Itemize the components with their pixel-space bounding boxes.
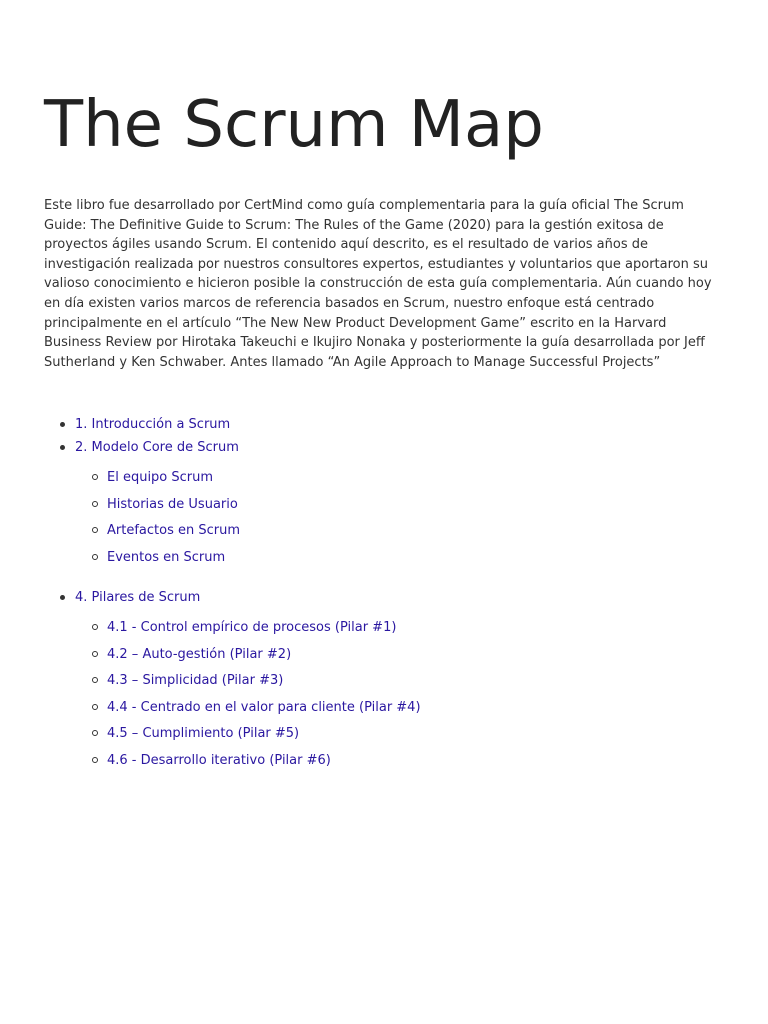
- bullet-icon: [60, 422, 65, 427]
- toc-subitem-pilar-2: [90, 642, 708, 669]
- toc-subitem-equipo: [90, 465, 708, 492]
- circle-bullet-icon: [92, 527, 98, 533]
- circle-bullet-icon: [92, 474, 98, 480]
- circle-bullet-icon: [92, 651, 98, 657]
- toc-link-pilar-2[interactable]: 4.2 – Auto-gestión (Pilar #2): [107, 646, 292, 662]
- toc-subitem-pilar-6: [90, 748, 708, 775]
- toc-link-eventos[interactable]: Eventos en Scrum: [107, 549, 226, 565]
- circle-bullet-icon: [92, 501, 98, 507]
- page-title: The Scrum Map: [44, 88, 544, 162]
- toc-subitem-eventos: [90, 545, 708, 572]
- toc-link-pilares[interactable]: 4. Pilares de Scrum: [75, 590, 201, 605]
- toc-link-historias-usuario[interactable]: Historias de Usuario: [107, 496, 238, 512]
- circle-bullet-icon: [92, 677, 98, 683]
- circle-bullet-icon: [92, 624, 98, 630]
- intro-paragraph: Este libro fue desarrollado por CertMind como guía complementaria para la guía oficial The Scrum Guide: The Definitive Guide to Scrum: The Rules of the Game (2020) para la gestión exitosa de proyectos ágiles usando Scrum. El contenido aquí descrito, es el resultado de varios años de investigación realizada por nuestros consultores expertos, estudiantes y voluntarios que aportaron su valioso conocimiento e hicieron posible la construcción de esta guía complementaria. Aún cuando hoy en día existen varios marcos de referencia basados en Scrum, nuestro enfoque está centrado principalmente en el artículo “The New New Product Development Game” escrito en la Harvard Business Review por Hirotaka Takeuchi e Ikujiro Nonaka y posteriormente la guía desarrollada por Jeff Sutherland y Ken Schwaber. Antes llamado “An Agile Approach to Manage Successful Projects”: [44, 198, 712, 370]
- modelo-core-sublist: [90, 465, 708, 571]
- toc-subitem-historias: [90, 492, 708, 519]
- pilares-sublist: [90, 615, 708, 774]
- toc-link-artefactos[interactable]: Artefactos en Scrum: [107, 523, 240, 538]
- toc-subitem-pilar-5: [90, 721, 708, 748]
- toc-subitem-pilar-1: [90, 615, 708, 642]
- toc-item-modelo-core: [58, 436, 708, 571]
- toc-subitem-pilar-3: [90, 668, 708, 695]
- toc-link-pilar-4[interactable]: 4.4 - Centrado en el valor para cliente (Pilar #4): [107, 699, 421, 715]
- toc-link-equipo-scrum[interactable]: El equipo Scrum: [107, 470, 214, 485]
- bullet-icon: [60, 595, 65, 600]
- circle-bullet-icon: [92, 554, 98, 560]
- toc-item-pilares: [58, 586, 708, 774]
- toc-link-pilar-3[interactable]: 4.3 – Simplicidad (Pilar #3): [107, 673, 284, 688]
- toc-link-modelo-core[interactable]: 2. Modelo Core de Scrum: [75, 440, 239, 455]
- toc-subitem-pilar-4: [90, 695, 708, 722]
- circle-bullet-icon: [92, 704, 98, 710]
- circle-bullet-icon: [92, 757, 98, 763]
- circle-bullet-icon: [92, 730, 98, 736]
- toc-link-pilar-5[interactable]: 4.5 – Cumplimiento (Pilar #5): [107, 726, 300, 741]
- toc-link-pilar-6[interactable]: 4.6 - Desarrollo iterativo (Pilar #6): [107, 752, 331, 768]
- toc-link-pilar-1[interactable]: 4.1 - Control empírico de procesos (Pilar #1): [107, 620, 397, 635]
- toc-link-introduccion[interactable]: 1. Introducción a Scrum: [75, 417, 231, 432]
- bullet-icon: [60, 445, 65, 450]
- table-of-contents: [58, 413, 708, 774]
- toc-item-introduccion: [58, 413, 708, 436]
- toc-subitem-artefactos: [90, 518, 708, 545]
